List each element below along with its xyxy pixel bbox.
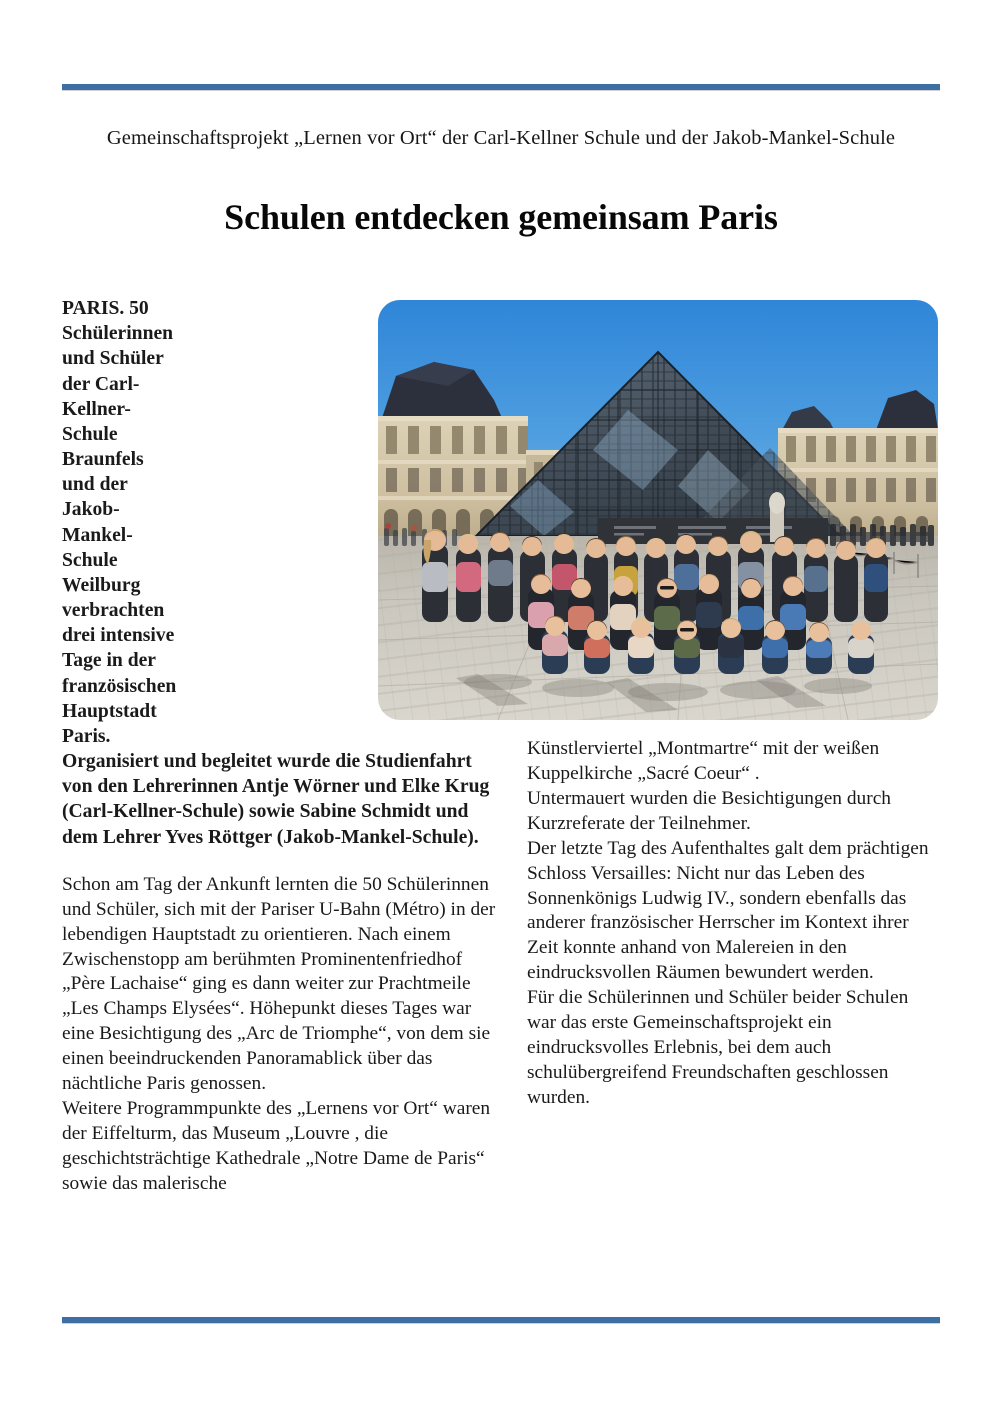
body-paragraph-2: Weitere Programmpunkte des „Lernens vor Ort“ waren der Eiffelturm, das Museum „Louvre , die geschichtsträchtige Kathedrale „Notre Dame de Paris“ sowie das malerische [62, 1098, 491, 1194]
body-paragraph-4: Untermauert wurden die Besichtigungen durch Kurzreferate der Teilnehmer. [527, 787, 892, 834]
photo-text-wrap-spacer [180, 296, 502, 728]
bottom-divider-rule [62, 1317, 940, 1323]
kicker-line: Gemeinschaftsprojekt „Lernen vor Ort“ der Carl-Kellner Schule und der Jakob-Mankel-Schule [106, 127, 896, 149]
article-column-left [62, 296, 502, 1197]
body-paragraph-1: Schon am Tag der Ankunft lernten die 50 Schülerinnen und Schüler, sich mit der Pariser U-Bahn (Métro) in der lebendigen Hauptstadt zu orientieren. Nach einem Zwischenstopp am berühmten Prominentenfriedhof „Père Lachaise“ ging es dann weiter zur Prachtmeile „Les Champs Elysées“. Höhepunkt dieses Tages war eine Besichtigung des „Arc de Triomphe“, von dem sie einen beeindruckenden Panoramablick über das nächtliche Paris genossen. [62, 873, 496, 1095]
body-paragraph-3: Künstlerviertel „Montmartre“ mit der weißen Kuppelkirche „Sacré Coeur“ . [527, 738, 880, 784]
body-paragraph-6: Für die Schülerinnen und Schüler beider Schulen war das erste Gemeinschaftsprojekt ein eindrucksvolles Erlebnis, bei dem auch schulübergreifend Freundschaften geschlossen wurden. [527, 987, 909, 1108]
article-column-right [527, 737, 942, 1111]
body-paragraph-5: Der letzte Tag des Aufenthaltes galt dem prächtigen Schloss Versailles: Nicht nur das Leben des Sonnenkönigs Ludwig IV., sondern ebenfalls das anderer französischer Herrscher im Kontext ihrer Zeit konnte anhand von Malereien in den eindrucksvollen Räumen bewundert werden. [527, 837, 929, 984]
paragraph-gap [62, 850, 502, 873]
lead-paragraph: PARIS. 50 Schülerinnen und Schüler der Carl-Kellner-Schule Braunfels und der Jakob-Mankel-Schule Weilburg verbrachten drei intensive Tage in der französischen Hauptstadt Paris. Organisiert und begleitet wurde die Studienfahrt von den Lehrerinnen Antje Wörner und Elke Krug (Carl-Kellner-Schule) sowie Sabine Schmidt und dem Lehrer Yves Röttger (Jakob-Mankel-Schule). [62, 298, 490, 848]
page-title: Schulen entdecken gemeinsam Paris [224, 197, 778, 238]
top-divider-rule [62, 84, 940, 90]
